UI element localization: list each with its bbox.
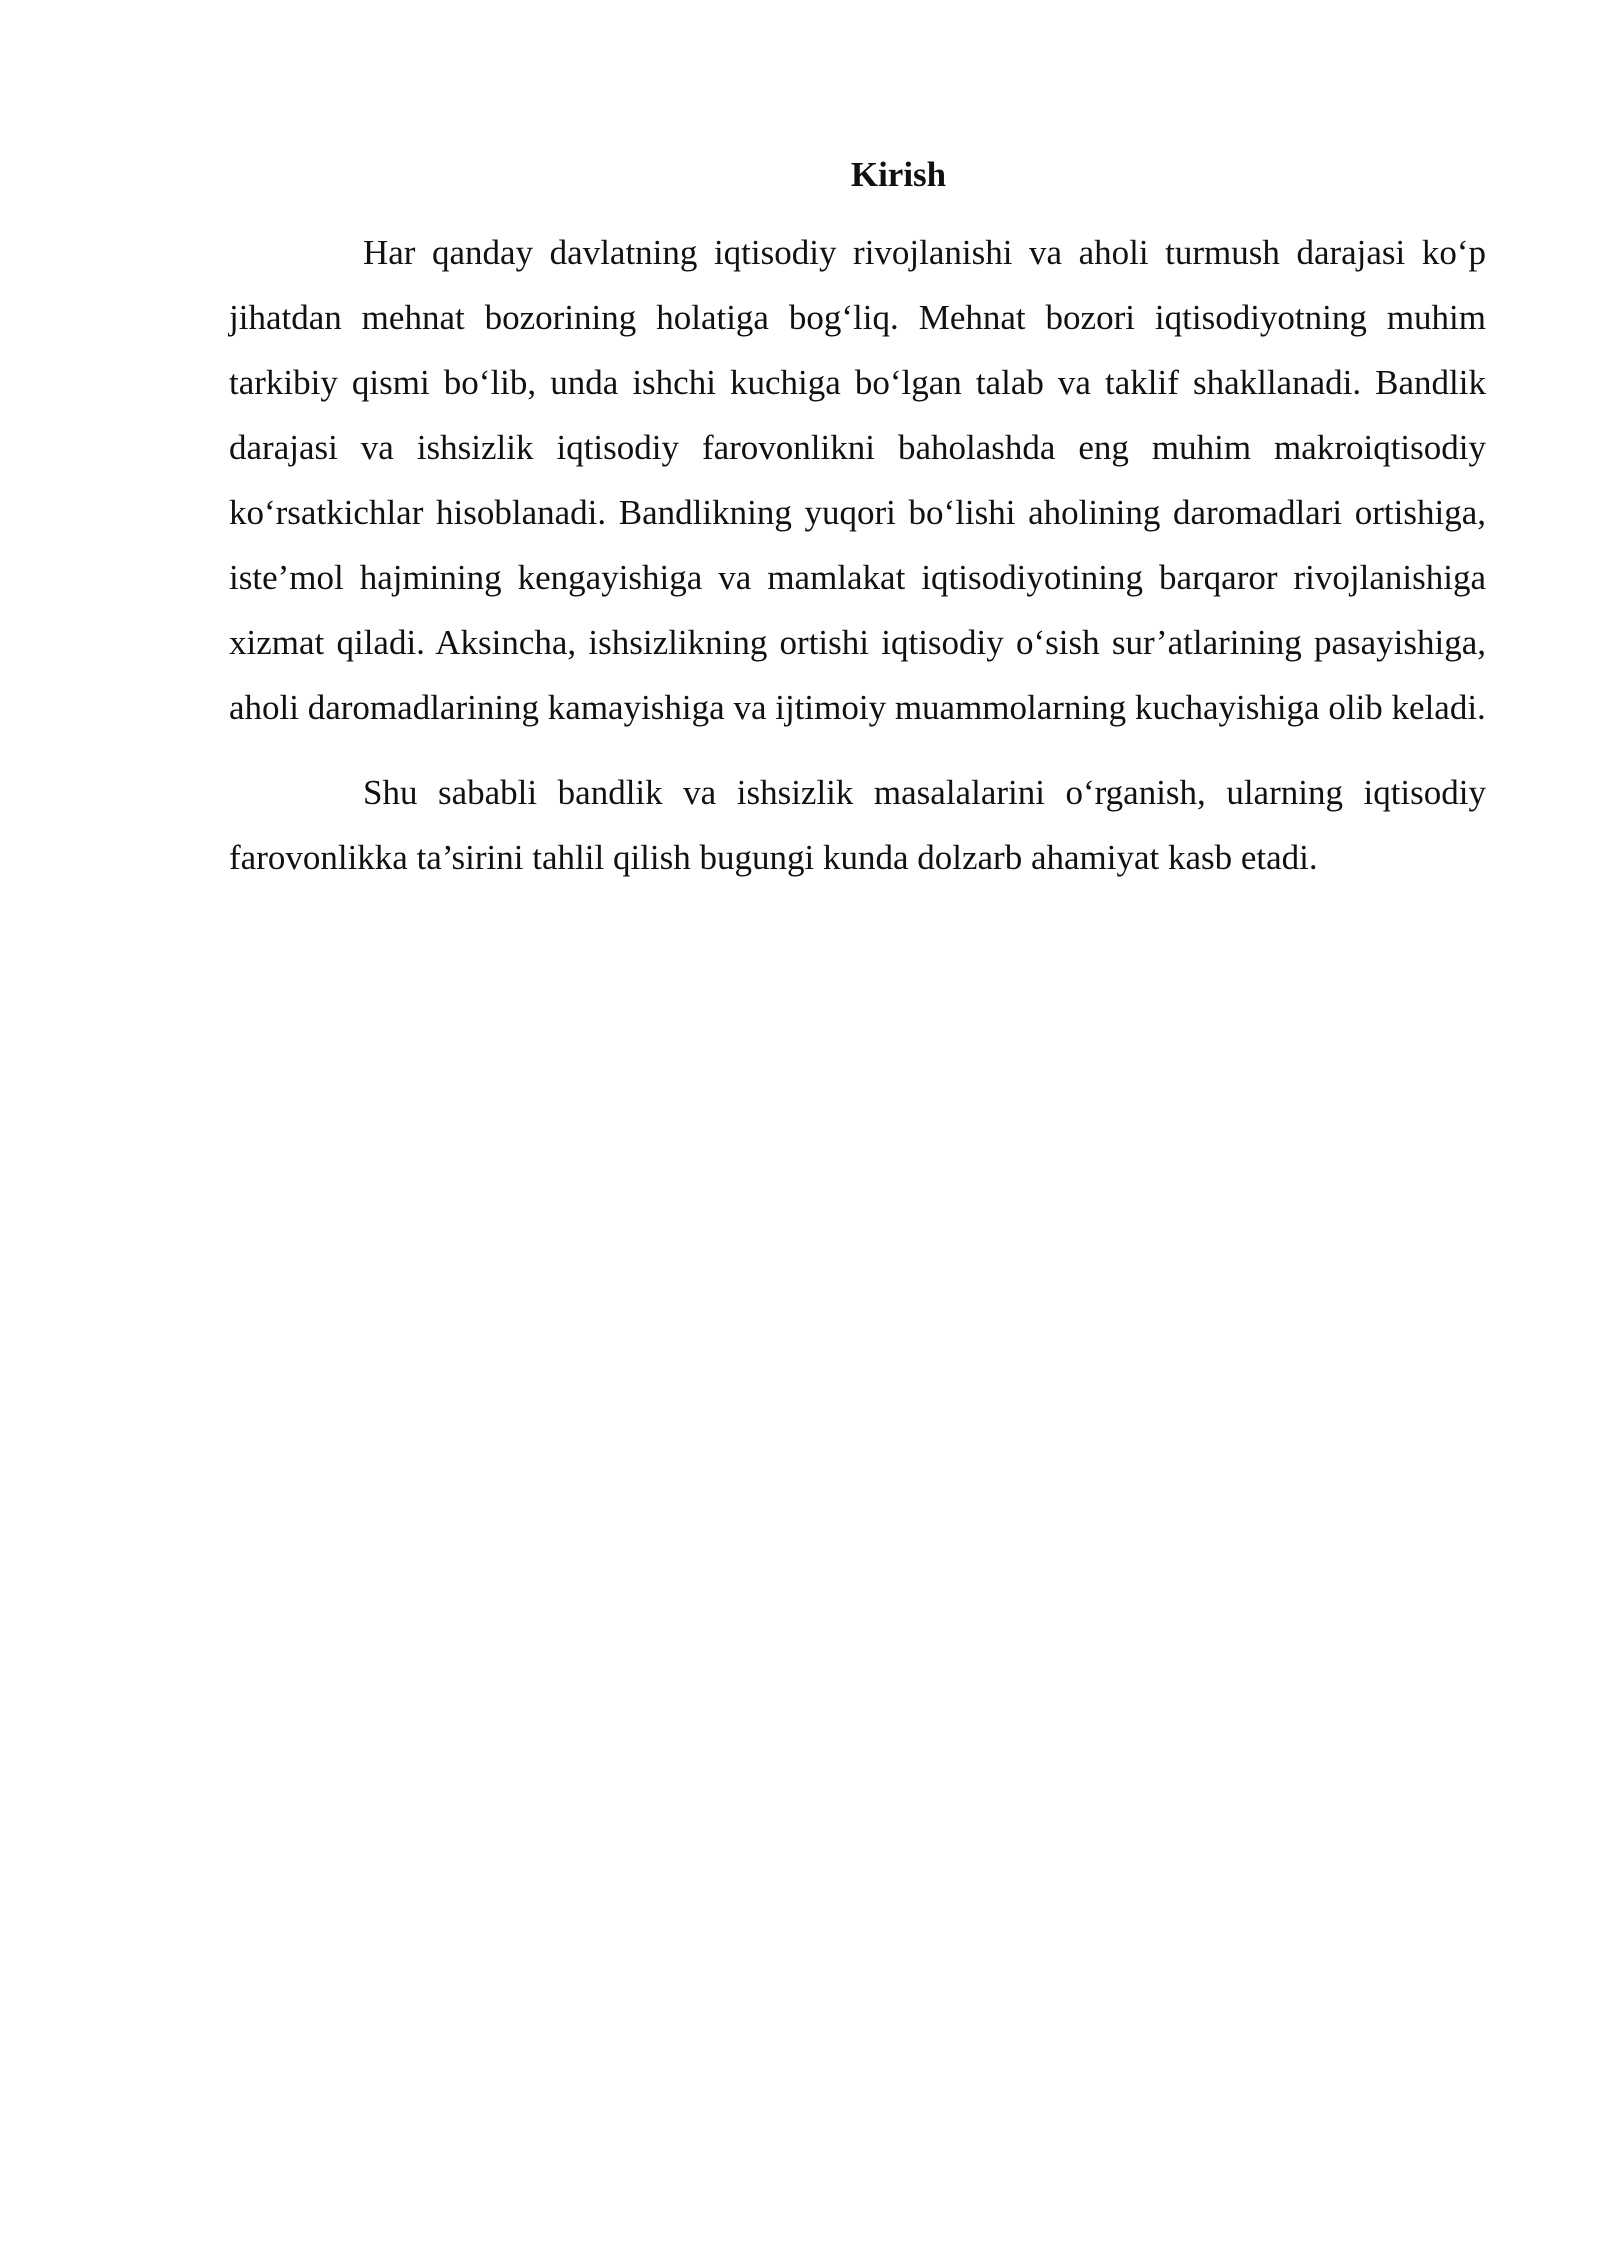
section-heading: Kirish <box>850 155 947 194</box>
paragraph-1: Har qanday davlatning iqtisodiy rivojlanishi va aholi turmush darajasi ko‘p jihatdan mehnat bozorining holatiga bog‘liq. Mehnat bozori iqtisodiyotning muhim tarkibiy qismi bo‘lib, unda ishchi kuchiga bo‘lgan talab va taklif shakllanadi. Bandlik darajasi va ishsizlik iqtisodiy farovonlikni baholashda eng muhim makroiqtisodiy ko‘rsatkichlar hisoblanadi. Bandlikning yuqori bo‘lishi aholining daromadlari ortishiga, iste’mol hajmining kengayishiga va mamlakat iqtisodiyotining barqaror rivojlanishiga xizmat qiladi. Aksincha, ishsizlikning ortishi iqtisodiy o‘sish sur’atlarining pasayishiga, aholi daromadlarining kamayishiga va ijtimoiy muammolarning kuchayishiga olib keladi. <box>229 233 1486 727</box>
paragraph-2: Shu sababli bandlik va ishsizlik masalalarini o‘rganish, ularning iqtisodiy farovonlikka ta’sirini tahlil qilish bugungi kunda dolzarb ahamiyat kasb etadi. <box>229 773 1486 877</box>
document-body <box>229 150 1486 890</box>
